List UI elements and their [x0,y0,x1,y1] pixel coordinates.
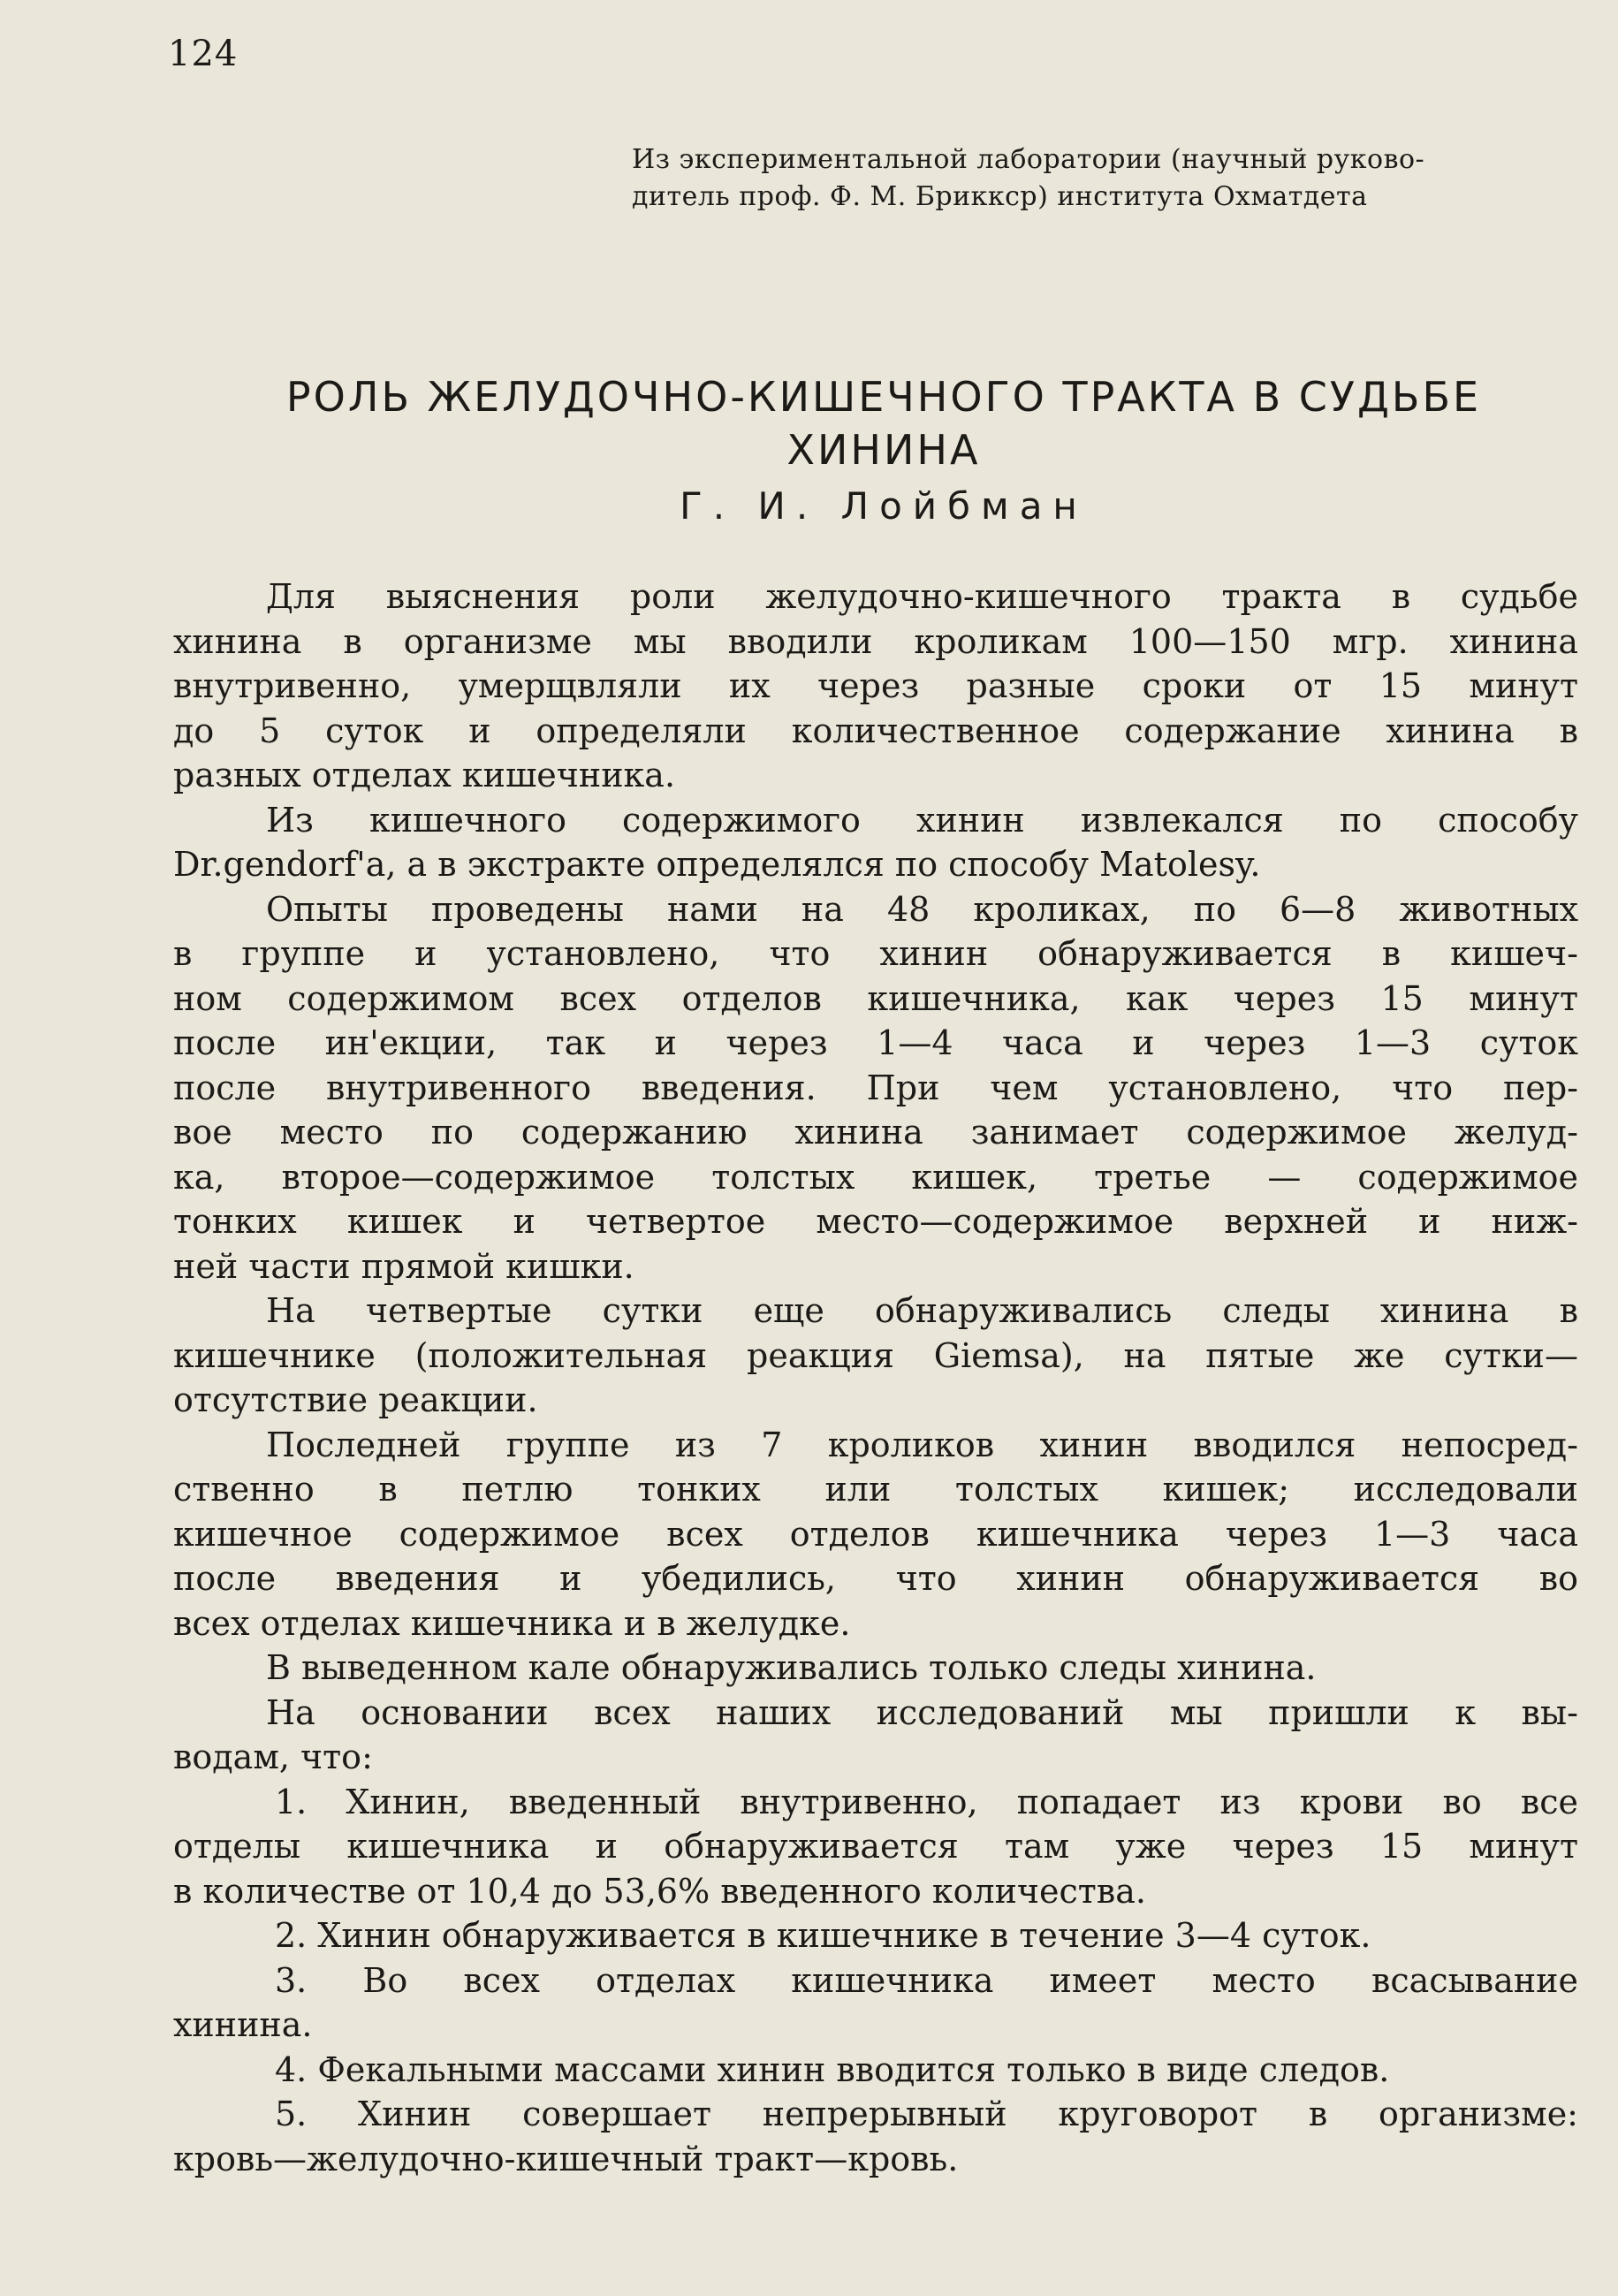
conclusion-line: хинина. [173,2005,313,2044]
paragraph-line: до 5 суток и определяли количественное содержание хинина в [173,711,1578,750]
conclusion-line: 5. Хинин совершает непрерывный круговорот в организме: [275,2095,1578,2133]
affiliation-line: Из экспериментальной лаборатории (научный руково- [632,144,1425,175]
paragraph-line: после внутривенного введения. При чем установлено, что пер- [173,1068,1578,1107]
paragraph-line: после ин'екции, так и через 1—4 часа и через 1—3 суток [173,1023,1578,1062]
conclusion-line: 1. Хинин, введенный внутривенно, попадает из крови во все [275,1782,1578,1821]
paragraph-line: хинина в организме мы вводили кроликам 100—150 мгр. хинина [173,621,1578,661]
paragraph-line: отсутствие реакции. [173,1380,538,1419]
paragraph-line: На четвертые сутки еще обнаруживались следы хинина в [266,1291,1578,1330]
paragraph-line: внутривенно, умерщвляли их через разные сроки от 15 минут [173,666,1578,705]
paragraph-line: тонких кишек и четвертое место—содержимое верхней и ниж- [173,1202,1578,1241]
paragraph-line: ка, второе—содержимое толстых кишек, третье — содержимое [173,1157,1578,1197]
article-title [177,370,1591,476]
conclusion-line: 4. Фекальными массами хинин вводится только в виде следов. [275,2049,1390,2089]
paragraph-line: после введения и убедились, что хинин обнаруживается во [173,1559,1578,1598]
paragraph-line: В выведенном кале обнаруживались только следы хинина. [266,1648,1317,1687]
conclusion-line: отделы кишечника и обнаруживается там уже через 15 минут [173,1827,1578,1866]
paragraph-line: в группе и установлено, что хинин обнаруживается в кишеч- [173,934,1578,973]
affiliation-note [632,141,1564,216]
title-line: РОЛЬ ЖЕЛУДОЧНО-КИШЕЧНОГО ТРАКТА В СУДЬБЕ [285,372,1482,421]
paragraph-line: На основании всех наших исследований мы пришли к вы- [266,1692,1578,1732]
paragraph-line: ном содержимом всех отделов кишечника, как через 15 минут [173,978,1578,1018]
author-name: Г. И. Лойбман [680,484,1088,528]
article-body [173,574,1578,2181]
paragraph-line: ственно в петлю тонких или толстых кишек; исследовали [173,1470,1578,1509]
paragraph-line: кишечное содержимое всех отделов кишечника через 1—3 часа [173,1514,1578,1554]
title-line: ХИНИНА [786,425,981,474]
conclusion-line: 2. Хинин обнаруживается в кишечнике в течение 3—4 суток. [275,1916,1371,1955]
paragraph-line: кишечнике (положительная реакция Giemsa), на пятые же сутки— [173,1335,1578,1375]
paragraph-line: Из кишечного содержимого хинин извлекался по способу [266,800,1578,840]
affiliation-line: дитель проф. Ф. М. Бриккср) института Охматдета [632,181,1368,212]
conclusion-line: в количестве от 10,4 до 53,6% введенного количества. [173,1871,1146,1911]
paragraph-line: всех отделах кишечника и в желудке. [173,1603,851,1643]
paragraph-line: Опыты проведены нами на 48 кроликах, по 6—8 животных [266,889,1578,929]
paragraph-line: вое место по содержанию хинина занимает содержимое желуд- [173,1113,1578,1152]
paragraph-line: Последней группе из 7 кроликов хинин вводился непосред- [266,1425,1578,1464]
conclusion-line: кровь—желудочно-кишечный тракт—кровь. [173,2139,959,2178]
paragraph-line: ней части прямой кишки. [173,1246,634,1286]
page-number: 124 [168,34,239,74]
conclusion-line: 3. Во всех отделах кишечника имеет место всасывание [275,1960,1578,2000]
paragraph-line: Dr.gendorf'a, а в экстракте определялся по способу Matolesy. [173,845,1261,884]
paragraph-line: водам, что: [173,1737,373,1776]
paragraph-line: Для выяснения роли желудочно-кишечного тракта в судьбе [266,577,1578,616]
paragraph-line: разных отделах кишечника. [173,756,676,794]
